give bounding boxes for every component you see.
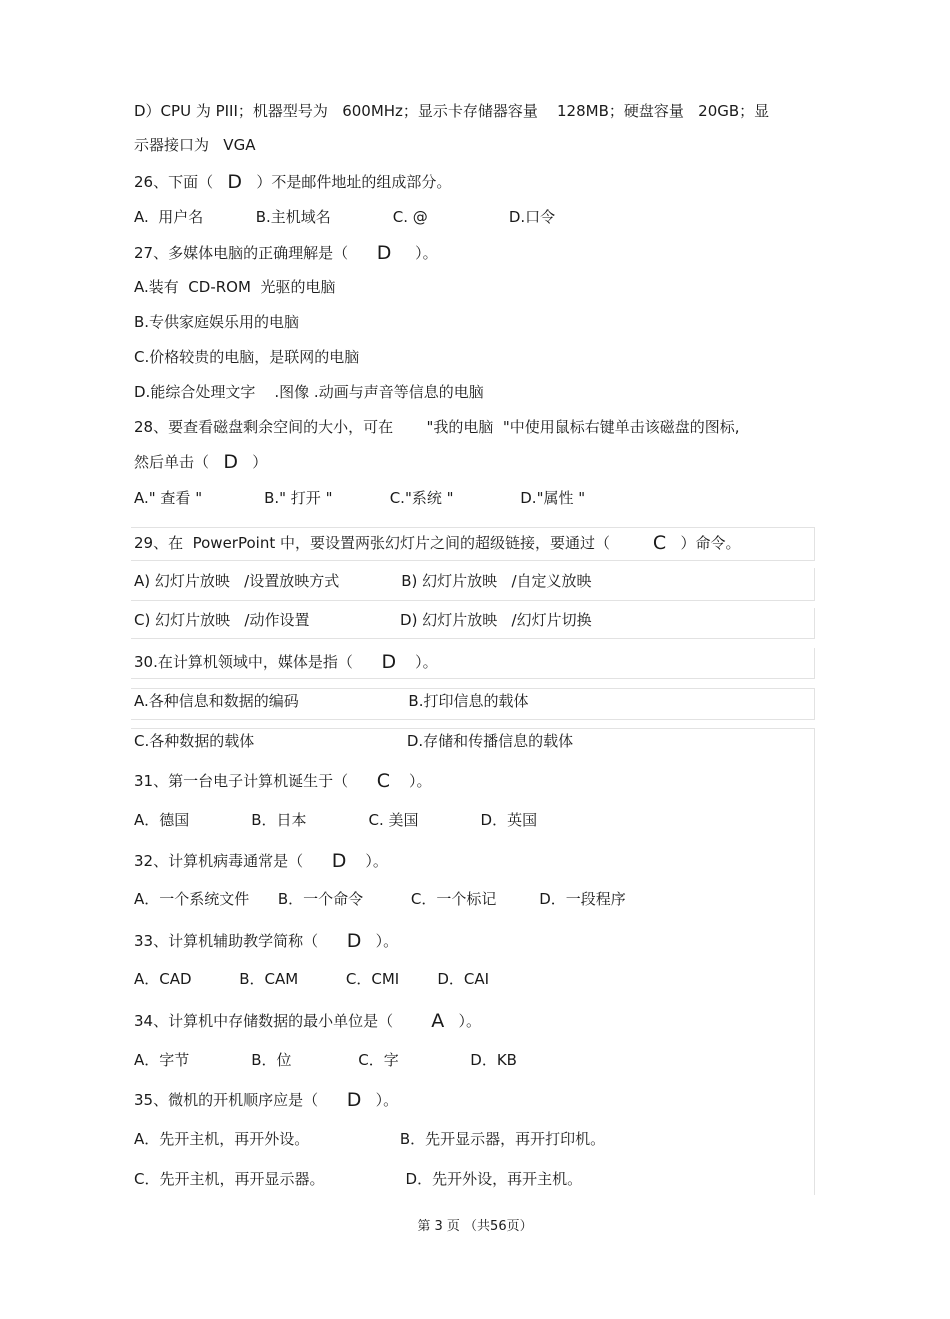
answer-34: A	[431, 1010, 445, 1032]
line-2: 示器接口为 VGA	[134, 136, 256, 154]
answer-33: D	[346, 930, 362, 952]
answer-29: C	[652, 532, 667, 554]
answer-32: D	[331, 850, 347, 872]
option-27c: C.价格较贵的电脑，是联网的电脑	[134, 348, 360, 366]
options-34: A．字节 B．位 C．字 D．KB	[134, 1051, 517, 1069]
options-35-ab: A．先开主机，再开外设。 B．先开显示器，再开打印机。	[134, 1130, 606, 1148]
question-30: 30.在计算机领域中，媒体是指（ D ）。	[134, 651, 438, 673]
options-32: A．一个系统文件 B．一个命令 C．一个标记 D．一段程序	[134, 890, 626, 908]
question-32: 32、计算机病毒通常是（ D ）。	[134, 850, 388, 872]
options-30-cd: C.各种数据的载体 D.存储和传播信息的载体	[134, 732, 574, 750]
answer-28: D	[223, 451, 238, 473]
options-30-ab: A.各种信息和数据的编码 B.打印信息的载体	[134, 692, 529, 710]
options-29-cd: C) 幻灯片放映 /动作设置 D) 幻灯片放映 /幻灯片切换	[134, 611, 592, 629]
options-26: A. 用户名 B.主机域名 C. @ D.口令	[134, 208, 556, 226]
question-31: 31、第一台电子计算机诞生于（ C ）。	[134, 770, 432, 792]
option-27d: D.能综合处理文字 .图像 .动画与声音等信息的电脑	[134, 383, 484, 401]
answer-27: D	[376, 242, 392, 264]
options-33: A．CAD B．CAM C．CMI D．CAI	[134, 970, 490, 988]
question-26: 26、下面（ D ）不是邮件地址的组成部分。	[134, 171, 452, 193]
answer-30: D	[381, 651, 397, 673]
question-28: 28、要查看磁盘剩余空间的大小，可在 "我的电脑 "中使用鼠标右键单击该磁盘的图标,	[134, 418, 740, 436]
options-35-cd: C．先开主机，再开显示器。 D．先开外设，再开主机。	[134, 1170, 583, 1188]
question-33: 33、计算机辅助教学简称（ D ）。	[134, 930, 399, 952]
answer-35: D	[346, 1089, 362, 1111]
question-29: 29、在 PowerPoint 中，要设置两张幻灯片之间的超级链接，要通过（ C ）命令。	[134, 532, 741, 554]
options-31: A．德国 B．日本 C. 美国 D．英国	[134, 811, 538, 829]
answer-31: C	[376, 770, 390, 792]
option-27b: B.专供家庭娱乐用的电脑	[134, 313, 300, 331]
question-27: 27、多媒体电脑的正确理解是（ D ）。	[134, 242, 438, 264]
option-27a: A.装有 CD-ROM 光驱的电脑	[134, 278, 336, 296]
question-28-cont: 然后单击（ D ）	[134, 451, 268, 473]
question-35: 35、微机的开机顺序应是（ D ）。	[134, 1089, 399, 1111]
options-28: A." 查看 " B." 打开 " C."系统 " D."属性 "	[134, 489, 586, 507]
question-34: 34、计算机中存储数据的最小单位是（ A ）。	[134, 1010, 482, 1032]
answer-26: D	[227, 171, 243, 193]
line-1: D）CPU 为 PIII；机器型号为 600MHz；显示卡存储器容量 128MB；硬盘容量 20GB；显	[134, 102, 770, 120]
options-29-ab: A) 幻灯片放映 /设置放映方式 B) 幻灯片放映 /自定义放映	[134, 572, 592, 590]
page-footer: 第 3 页 （共56页）	[417, 1219, 533, 1234]
question-30-options-border-2	[131, 728, 815, 1195]
